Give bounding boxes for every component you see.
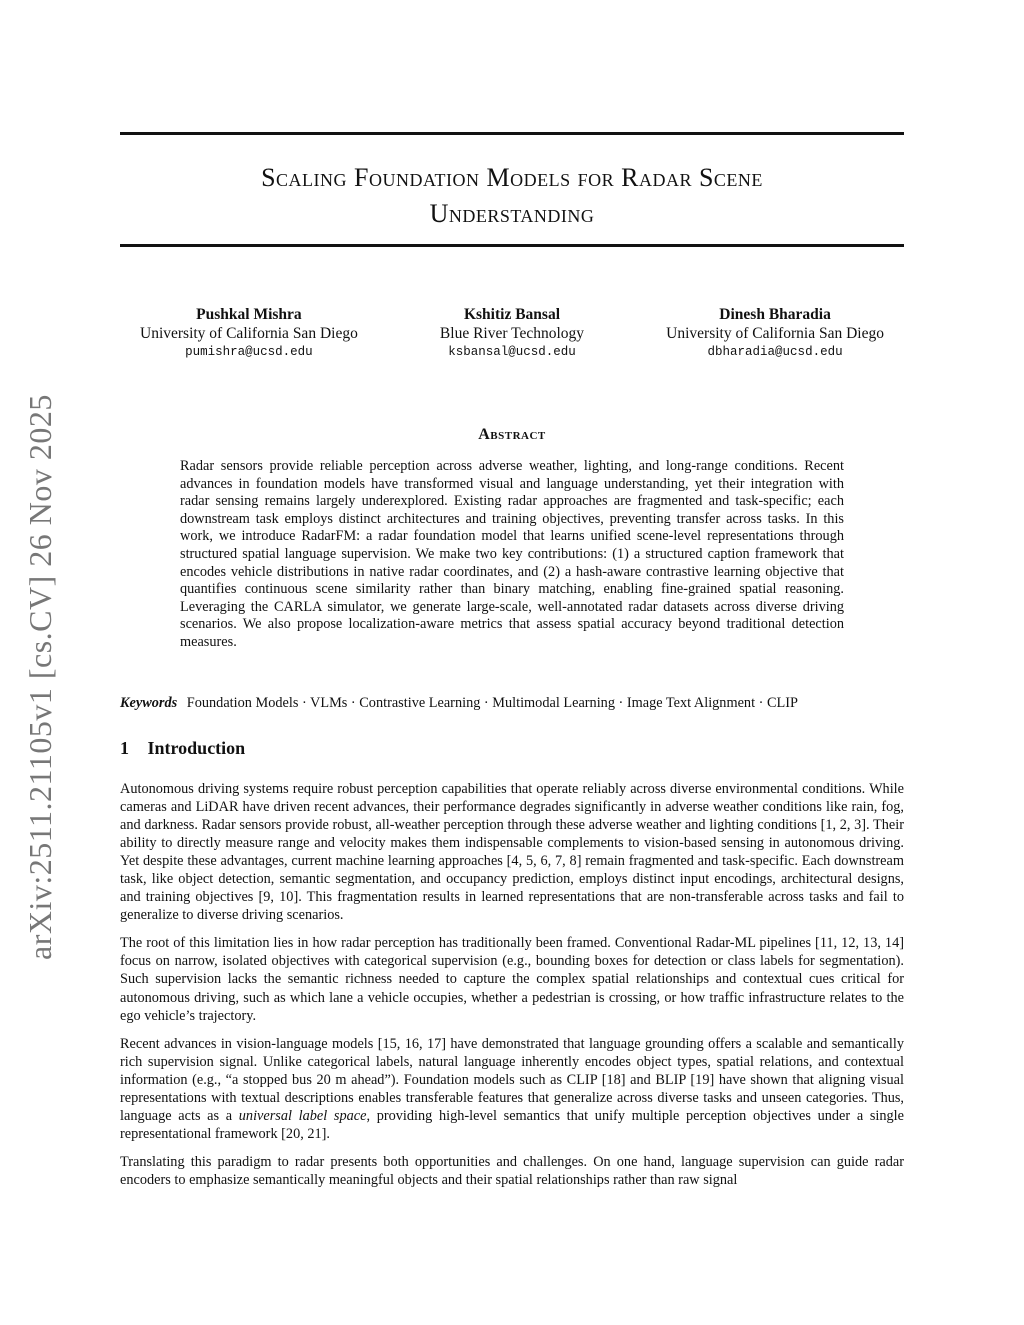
body-text — [120, 780, 904, 1199]
keywords-line — [120, 694, 904, 712]
author-name: Pushkal Mishra — [196, 306, 302, 323]
keywords-list: Foundation Models · VLMs · Contrastive Learning · Multimodal Learning · Image Text Alignment · CLIP — [186, 695, 798, 711]
title-line-1: Scaling Foundation Models for Radar Scene — [261, 163, 763, 192]
author-list — [140, 305, 884, 362]
author-block — [440, 305, 584, 362]
author-name: Kshitiz Bansal — [463, 306, 561, 323]
abstract-text: Radar sensors provide reliable perception across adverse weather, lighting, and long-range conditions. Recent advances in foundation models have transformed visual and language understanding, yet their integration with radar sensing remains largely underexplored. Existing radar approaches are fragmented and task-specific; each downstream task employs distinct architectures and training objectives, preventing transfer across tasks. In this work, we introduce RadarFM: a radar foundation model that learns unified scene-level representations through structured spatial language supervision. We make two key contributions: (1) a structured caption framework that encodes vehicle distributions in native radar coordinates, and (2) a hash-aware contrastive learning objective that quantifies continuous scene similarity rather than binary matching, enabling fine-grained spatial reasoning. Leveraging the CARLA simulator, we generate large-scale, well-annotated radar datasets across diverse driving scenarios. We also propose localization-aware metrics that assess spatial accuracy beyond traditional detection measures. — [180, 458, 844, 650]
title-bottom-rule — [120, 244, 904, 247]
paragraph: Translating this paradigm to radar presents both opportunities and challenges. On one hand, language supervision can guide radar encoders to emphasize semantically meaningful objects and their spatial relationships rather than raw signal — [120, 1153, 904, 1188]
keywords-label: Keywords — [120, 695, 178, 711]
paragraph: Autonomous driving systems require robust perception capabilities that operate reliably across diverse environmental conditions. While cameras and LiDAR have driven recent advances, their performance degrades significantly in adverse weather conditions like rain, fog, and darkness. Radar sensors provide robust, all-weather perception through these adverse weather and lighting conditions [1, 2, 3]. Their ability to directly measure range and velocity makes them indispensable complements to vision-based sensing in autonomous driving. Yet despite these advantages, current machine learning approaches [4, 5, 6, 7, 8] remain fragmented and task-specific. Each downstream task, like object detection, semantic segmentation, and occupancy prediction, employs distinct input encodings, architectural designs, and training objectives [9, 10]. This fragmentation results in learned representations that are non-transferable across tasks and fail to generalize to diverse driving scenarios. — [120, 781, 904, 924]
author-name: Dinesh Bharadia — [719, 306, 831, 323]
title-line-2: Understanding — [429, 199, 595, 228]
paragraph-text: Recent advances in vision-language models [15, 16, 17] have demonstrated that language grounding offers a scalable and semantically rich supervision signal. Unlike categorical labels, natural language inherently encodes object types, spatial relations, and contextual information (e.g., “a stopped bus 20 m ahead”). Foundation models such as CLIP [18] and BLIP [19] have shown that aligning visual representations with textual descriptions enables transferable features that generalize across diverse tasks and unseen categories. Thus, language acts as a — [120, 1035, 904, 1124]
arxiv-identifier: arXiv:2511.21105v1 [cs.CV] 26 Nov 2025 — [22, 394, 58, 960]
section-number: 1 — [120, 738, 129, 758]
emphasis-text: universal label space — [238, 1107, 367, 1124]
top-rule — [120, 132, 904, 135]
abstract-heading: Abstract — [478, 426, 546, 443]
author-block — [666, 305, 884, 362]
paragraph — [120, 1035, 904, 1143]
author-affiliation: University of California San Diego — [666, 325, 884, 342]
author-block — [140, 305, 358, 362]
paragraph: The root of this limitation lies in how radar perception has traditionally been framed. Conventional Radar-ML pipelines [11, 12, 13, 14] focus on narrow, isolated objectives with categorical supervision (e.g., bounding boxes for detection or class labels for segmentation). Such supervision lacks the semantic richness needed to capture the complex spatial relationships and contextual cues critical for autonomous driving, such as which lane a vehicle occupies, whether a pedestrian is crossing, or how traffic infrastructure relates to the ego vehicle’s trajectory. — [120, 935, 904, 1024]
author-email: ksbansal@ucsd.edu — [448, 345, 576, 359]
author-email: pumishra@ucsd.edu — [185, 345, 313, 359]
author-affiliation: University of California San Diego — [140, 325, 358, 342]
paragraph-text: , providing high-level semantics that unify multiple perception objectives under a single representational framework [20, 21]. — [120, 1107, 904, 1142]
section-heading — [120, 738, 245, 759]
author-email: dbharadia@ucsd.edu — [707, 345, 843, 359]
paper-title — [120, 160, 904, 232]
section-title: Introduction — [147, 738, 246, 758]
author-affiliation: Blue River Technology — [439, 325, 585, 342]
